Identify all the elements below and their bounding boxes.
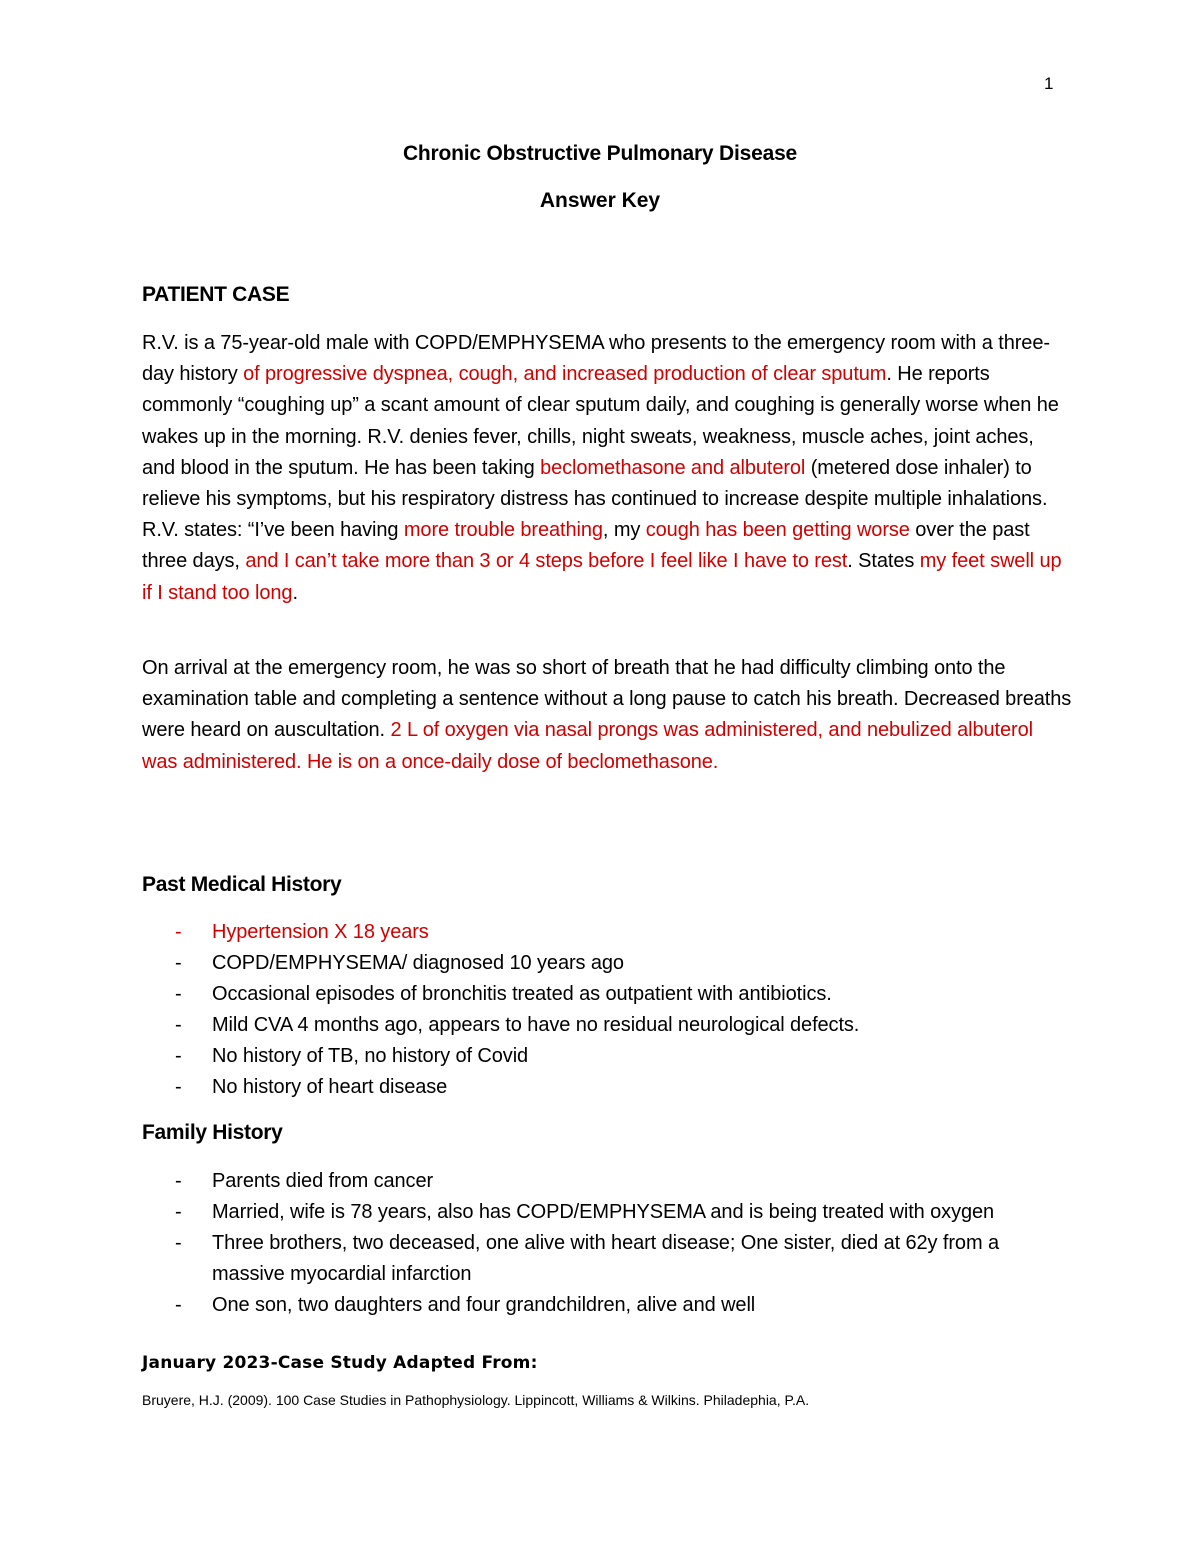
body-text: over the past three days, [142, 519, 1030, 573]
dash-bullet: - [175, 983, 182, 1005]
list-item-text: COPD/EMPHYSEMA/ diagnosed 10 years ago [212, 952, 624, 974]
list-item [142, 917, 1072, 948]
dash-bullet: - [175, 1201, 182, 1223]
list-item [142, 1072, 1072, 1103]
list-item-text: Parents died from cancer [212, 1170, 434, 1192]
list-item [142, 1166, 1072, 1197]
document-subtitle: Answer Key [539, 189, 661, 212]
list-item [142, 1010, 1072, 1041]
body-text: On arrival at the emergency room, he was so short of breath that he had difficulty climbing onto the examination table and completing a sentence without a long pause to catch his breath. Decreased breaths were heard on auscultation. [142, 657, 1072, 742]
list-item-text: Occasional episodes of bronchitis treated as outpatient with antibiotics. [212, 983, 832, 1005]
source-label: January 2023-Case Study Adapted From: [142, 1353, 538, 1373]
list-item [142, 1041, 1072, 1072]
list-item-text: No history of TB, no history of Covid [212, 1045, 529, 1067]
list-item-text: One son, two daughters and four grandchildren, alive and well [212, 1294, 756, 1316]
list-item-text: Married, wife is 78 years, also has COPD/EMPHYSEMA and is being treated with oxygen [212, 1201, 995, 1223]
body-text: . States [847, 550, 920, 573]
family-history-heading: Family History [142, 1121, 283, 1144]
body-text: , my [602, 519, 646, 542]
highlighted-text: of progressive dyspnea, cough, and increased production of clear sputum [243, 363, 887, 386]
list-item-text: Hypertension X 18 years [212, 921, 429, 943]
list-item-text: Three brothers, two deceased, one alive with heart disease; One sister, died at 62y from a massive myocardial infarction [212, 1232, 999, 1285]
patient-case-heading: PATIENT CASE [142, 283, 290, 306]
dash-bullet: - [175, 921, 182, 943]
dash-bullet: - [175, 1076, 182, 1098]
document-title: Chronic Obstructive Pulmonary Disease [402, 142, 798, 165]
dash-bullet: - [175, 1045, 182, 1067]
dash-bullet: - [175, 1294, 182, 1316]
highlighted-text: beclomethasone and albuterol [540, 456, 806, 479]
body-text: R.V. is a 75-year-old male with COPD/EMPHYSEMA who presents to the emergency room with a three-day history [142, 332, 1050, 386]
dash-bullet: - [175, 1014, 182, 1036]
body-text: (metered dose inhaler) to relieve his symptoms, but his respiratory distress has continued to increase despite multiple inhalations. R.V. states: “I’ve been having [142, 456, 1048, 542]
list-item [142, 948, 1072, 979]
family-history-list [142, 1166, 1072, 1321]
highlighted-text: more trouble breathing [403, 519, 603, 542]
past-medical-history-list [142, 917, 1072, 1103]
list-item-text: No history of heart disease [212, 1076, 448, 1098]
list-item [142, 1228, 1072, 1290]
highlighted-text: cough has been getting worse [645, 519, 910, 542]
page-number: 1 [1044, 74, 1054, 93]
dash-bullet: - [175, 1170, 182, 1192]
list-item [142, 1197, 1072, 1228]
body-text: . [292, 581, 298, 604]
highlighted-text: and I can’t take more than 3 or 4 steps before I feel like I have to rest [245, 550, 848, 573]
list-item [142, 1290, 1072, 1321]
list-item [142, 979, 1072, 1010]
citation: Bruyere, H.J. (2009). 100 Case Studies in Pathophysiology. Lippincott, Williams & Wilkins. Philadephia, P.A. [142, 1392, 810, 1408]
patient-case-paragraph-2 [142, 653, 1072, 778]
past-medical-history-heading: Past Medical History [142, 873, 342, 896]
highlighted-text: my feet swell up if I stand too long [142, 550, 1062, 604]
highlighted-text: 2 L of oxygen via nasal prongs was administered, and nebulized albuterol was administered. He is on a once-daily dose of beclomethasone. [142, 719, 1033, 773]
body-text: . He reports commonly “coughing up” a scant amount of clear sputum daily, and coughing is generally worse when he wakes up in the morning. R.V. denies fever, chills, night sweats, weakness, muscle aches, joint aches, and blood in the sputum. He has been taking [142, 363, 1059, 479]
dash-bullet: - [175, 1232, 182, 1254]
patient-case-paragraph-1 [142, 328, 1072, 609]
dash-bullet: - [175, 952, 182, 974]
list-item-text: Mild CVA 4 months ago, appears to have no residual neurological defects. [212, 1014, 860, 1036]
